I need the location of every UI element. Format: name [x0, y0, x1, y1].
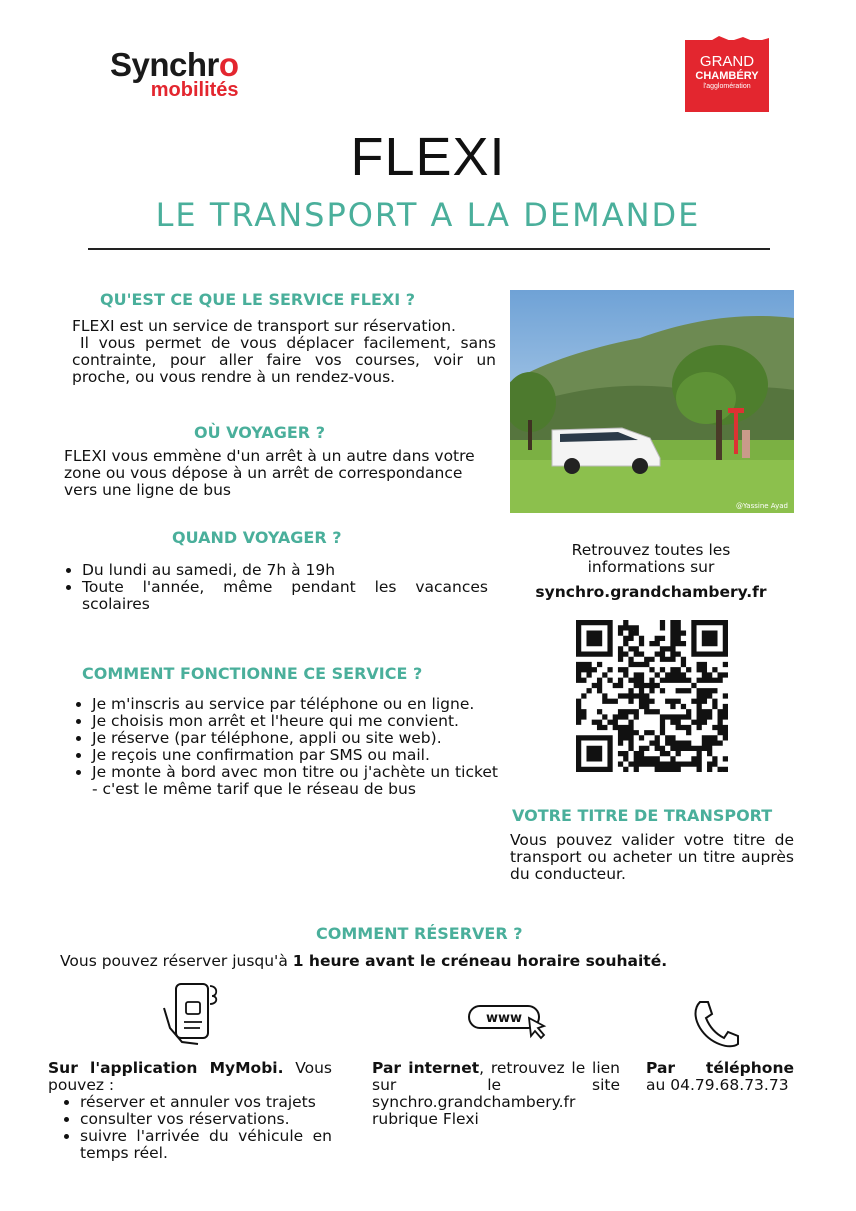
what-p2: Il vous permet de vous déplacer facilement, sans contrainte, pour aller faire vos courses, voir un proche, ou vous rendre à un rendez-vous.: [72, 334, 496, 386]
partner-line3: l'agglomération: [703, 83, 751, 90]
divider: [88, 248, 770, 250]
info-line1: Retrouvez toutes les: [571, 541, 731, 559]
synchro-logo: [110, 48, 239, 100]
grand-chambery-logo: [685, 40, 769, 112]
where-text: FLEXI vous emmène d'un arrêt à un autre dans votre zone ou vous dépose à un arrêt de correspondance vers une ligne de bus: [64, 447, 475, 499]
list-item: • Je m'inscris au service par téléphone ou en ligne.: [92, 696, 498, 713]
booking-intro: [60, 953, 800, 970]
web-bold: Par internet: [372, 1059, 480, 1077]
www-icon: [467, 1002, 553, 1044]
web-plain: , retrouvez le lien sur le site synchro.grandchambery.fr rubrique Flexi: [372, 1059, 620, 1128]
qr-code-icon[interactable]: [576, 620, 728, 772]
smartphone-hand-icon: [162, 982, 222, 1048]
list-item: • consulter vos réservations.: [80, 1111, 332, 1128]
info-block: [510, 542, 792, 601]
list-item: • suivre l'arrivée du véhicule en temps réel.: [80, 1128, 332, 1162]
what-text: [72, 318, 496, 386]
list-item: • Je monte à bord avec mon titre ou j'achète un ticket - c'est le même tarif que le réseau de bus: [92, 764, 498, 798]
where-heading: OÙ VOYAGER ?: [194, 423, 325, 442]
list-item: • Toute l'année, même pendant les vacances scolaires: [82, 579, 488, 613]
what-heading: QU'EST CE QUE LE SERVICE FLEXI ?: [100, 290, 416, 309]
app-block: [48, 1060, 332, 1162]
booking-intro-plain: Vous pouvez réserver jusqu'à: [60, 952, 293, 970]
page-subtitle: LE TRANSPORT A LA DEMANDE: [155, 196, 701, 234]
phone-icon: [690, 998, 740, 1050]
ticket-text: Vous pouvez valider votre titre de transport ou acheter un titre auprès du conducteur.: [510, 831, 794, 883]
partner-line1: GRAND: [699, 53, 755, 70]
phone-bold: Par téléphone: [646, 1059, 794, 1077]
www-label: www: [485, 1011, 523, 1026]
info-url[interactable]: synchro.grandchambery.fr: [535, 583, 767, 601]
app-plain: Vous pouvez :: [48, 1059, 332, 1094]
mountain-icon: [685, 34, 769, 46]
info-line2: informations sur: [587, 558, 715, 576]
when-heading: QUAND VOYAGER ?: [172, 528, 342, 547]
minibus-photo: [510, 290, 794, 513]
web-block: [372, 1060, 620, 1128]
list-item: • Je choisis mon arrêt et l'heure qui me convient.: [92, 713, 498, 730]
page-title: FLEXI: [350, 127, 506, 187]
how-list: [72, 696, 498, 798]
list-item: • Je reçois une confirmation par SMS ou mail.: [92, 747, 498, 764]
booking-heading: COMMENT RÉSERVER ?: [316, 924, 523, 943]
what-p1: FLEXI est un service de transport sur réservation.: [72, 317, 456, 335]
brand-sub: mobilités: [150, 79, 239, 101]
list-item: • réserver et annuler vos trajets: [80, 1094, 332, 1111]
booking-intro-bold: 1 heure avant le créneau horaire souhaité.: [292, 952, 668, 970]
app-list: [48, 1094, 332, 1162]
brand-name-dark: Synchr: [110, 46, 219, 83]
partner-line2: CHAMBÉRY: [695, 70, 759, 82]
phone-number[interactable]: au 04.79.68.73.73: [646, 1076, 789, 1094]
photo-credit: @Yassine Ayad: [736, 502, 788, 510]
phone-block: [646, 1060, 794, 1094]
app-bold: Sur l'application MyMobi.: [48, 1059, 284, 1077]
list-item: • Du lundi au samedi, de 7h à 19h: [82, 562, 488, 579]
list-item: • Je réserve (par téléphone, appli ou site web).: [92, 730, 498, 747]
when-list: [62, 562, 488, 613]
how-heading: COMMENT FONCTIONNE CE SERVICE ?: [82, 664, 423, 683]
brand-name-red: o: [218, 46, 239, 83]
ticket-heading: VOTRE TITRE DE TRANSPORT: [512, 806, 773, 825]
